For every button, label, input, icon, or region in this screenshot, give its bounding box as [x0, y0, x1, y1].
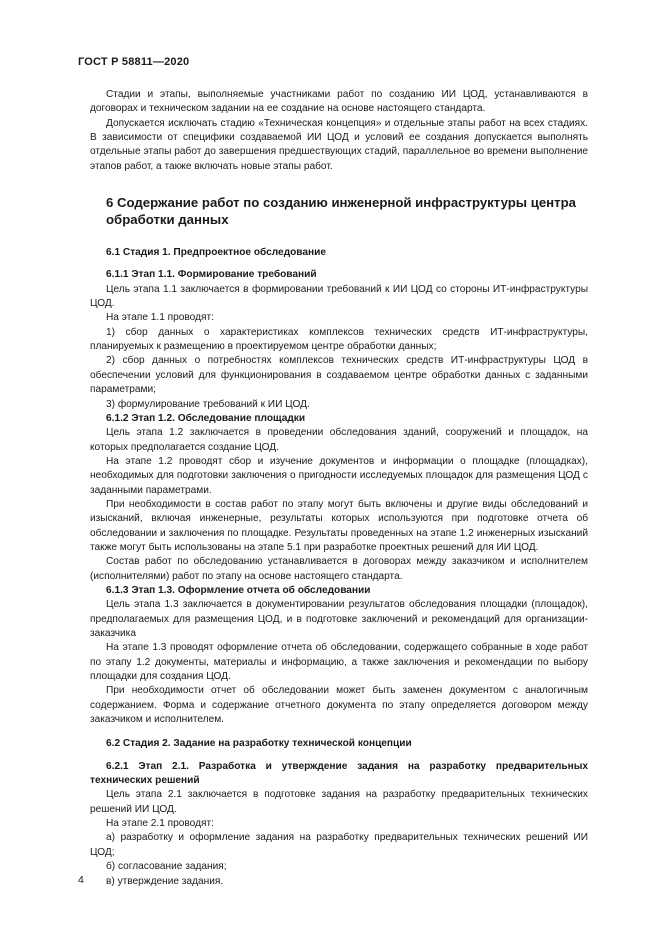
paragraph: На этапе 1.3 проводят оформление отчета об обследовании, содержащего собранные в ходе работ по этапу 1.2 документы, материалы и информацию, а также заключения и рекомендации по выбору площадки для создания ЦОД. — [90, 642, 588, 683]
list-item: б) согласование задания; — [106, 861, 227, 873]
document-code: ГОСТ Р 58811—2020 — [78, 56, 190, 68]
section-6-2-1-heading: 6.2.1 Этап 2.1. Разработка и утверждение задания на разработку предварительных технических решений — [90, 760, 588, 787]
paragraph: При необходимости отчет об обследовании может быть заменен документом с аналогичным содержанием. Форма и содержание отчетного документа по этапу определяется договором между заказчиком и исполнителем. — [90, 685, 588, 726]
document-body — [90, 88, 588, 889]
paragraph: Стадии и этапы, выполняемые участниками работ по созданию ИИ ЦОД, устанавливаются в договорах и техническом задании на ее создание на основе настоящего стандарта. — [90, 89, 588, 115]
paragraph: На этапе 1.2 проводят сбор и изучение документов и информации о площадке (площадках), необходимых для подготовки заключения о пригодности исследуемых площадок для размещения ЦОД с заданными параметрами. — [90, 455, 588, 496]
paragraph: Состав работ по обследованию устанавливается в договорах между заказчиком и исполнителем (исполнителями) работ по этапу на основе настоящего стандарта. — [90, 556, 588, 582]
list-item: 2) сбор данных о потребностях комплексов технических средств ИТ-инфраструктуры ЦОД в обеспечении условий для функционирования в создаваемом центре обработки данных с заданными параметрами; — [90, 355, 588, 396]
section-6-heading: 6 Содержание работ по созданию инженерной инфраструктуры центра обработки данных — [106, 195, 576, 228]
list-item: в) утверждение задания. — [106, 875, 224, 887]
paragraph: На этапе 2.1 проводят: — [106, 818, 214, 830]
paragraph: При необходимости в состав работ по этапу могут быть включены и другие виды обследований и изысканий, включая инженерные, результаты которых используются при подготовке отчета об обследовании и заключения по площадке. Результаты проведенных на этапе 1.2 инженерных изысканий также могут быть использованы на этапе 5.1 при разработке проектных решений для ИИ ЦОД. — [90, 498, 588, 553]
list-item: а) разработку и оформление задания на разработку предварительных технических решений ИИ ЦОД; — [90, 832, 588, 858]
list-item: 3) формулирование требований к ИИ ЦОД. — [106, 398, 310, 410]
section-6-1-3-heading: 6.1.3 Этап 1.3. Оформление отчета об обследовании — [106, 584, 371, 596]
section-6-1-2-heading: 6.1.2 Этап 1.2. Обследование площадки — [106, 412, 306, 424]
paragraph: Допускается исключать стадию «Техническая концепция» и отдельные этапы работ на всех стадиях. В зависимости от специфики создаваемой ИИ ЦОД и условий ее создания допускается выполнять отдельные этапы работ до завершения предшествующих стадий, параллельное во времени выполнение этапов работ, а также включать новые этапы работ. — [90, 117, 588, 172]
section-6-2-heading: 6.2 Стадия 2. Задание на разработку технической концепции — [106, 738, 412, 750]
section-6-1-1-heading: 6.1.1 Этап 1.1. Формирование требований — [106, 269, 317, 281]
paragraph: Цель этапа 1.2 заключается в проведении обследования зданий, сооружений и площадок, на которых предполагается создание ЦОД. — [90, 427, 588, 453]
paragraph: Цель этапа 1.3 заключается в документировании результатов обследования площадки (площадок), предполагаемых для размещения ЦОД, и в подготовке заключений и рекомендаций для организации-заказчика — [90, 599, 588, 639]
list-item: 1) сбор данных о характеристиках комплексов технических средств ИТ-инфраструктуры, планируемых к размещению в проектируемом центре обработки данных; — [90, 326, 588, 353]
paragraph: На этапе 1.1 проводят: — [106, 312, 214, 324]
page-number: 4 — [78, 874, 84, 886]
paragraph: Цель этапа 1.1 заключается в формировании требований к ИИ ЦОД со стороны ИТ-инфраструктуры ЦОД. — [90, 283, 588, 310]
paragraph: Цель этапа 2.1 заключается в подготовке задания на разработку предварительных технических решений ИИ ЦОД. — [90, 789, 588, 815]
section-6-1-heading: 6.1 Стадия 1. Предпроектное обследование — [106, 247, 326, 259]
